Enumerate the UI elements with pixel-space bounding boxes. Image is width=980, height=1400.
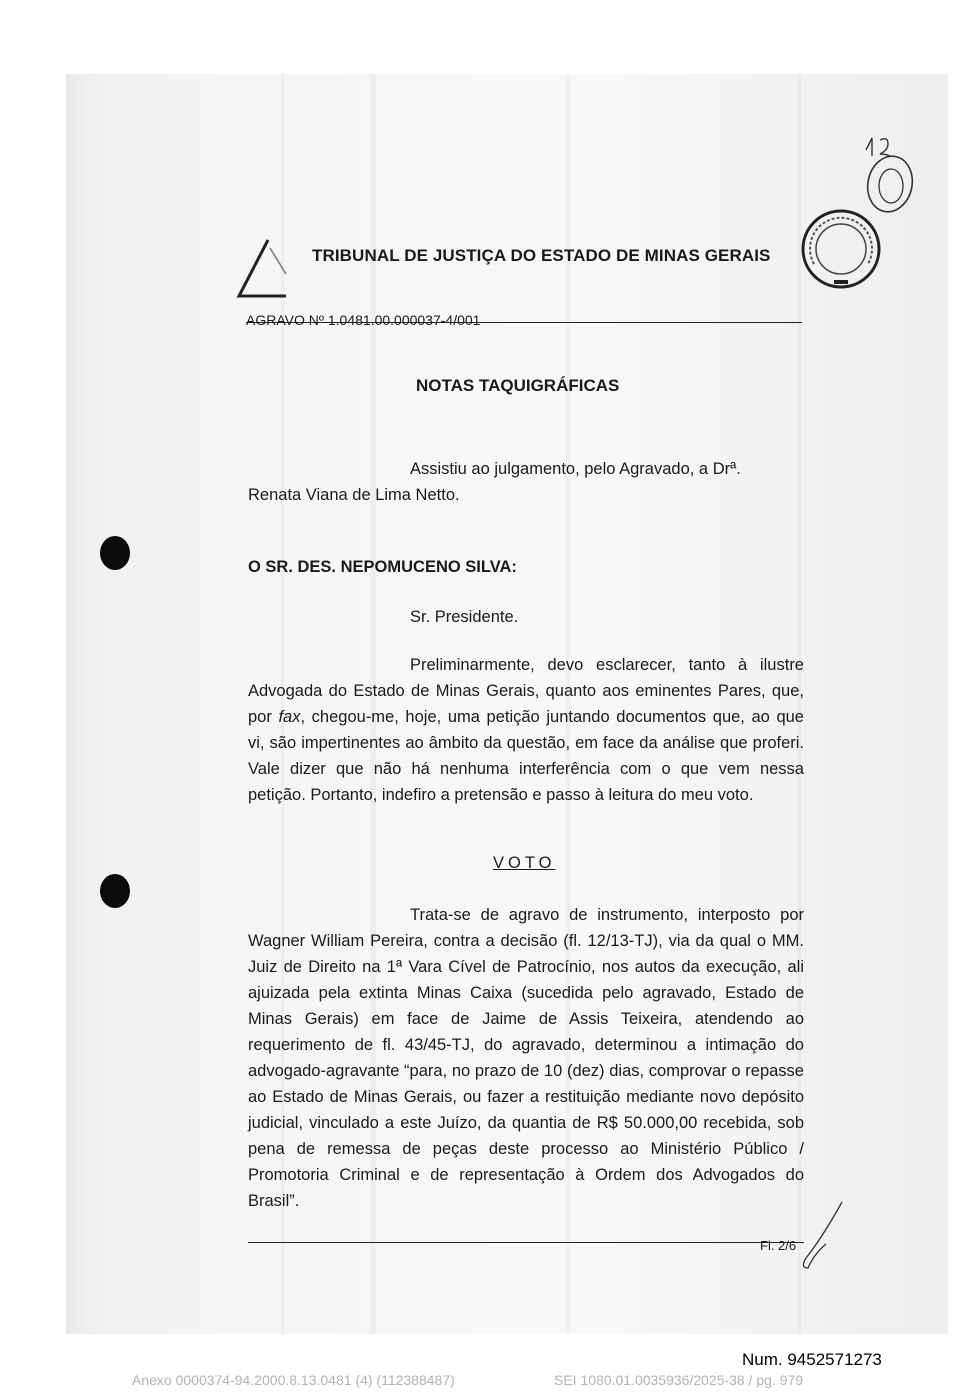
- court-logo-icon: [236, 234, 296, 300]
- vote-heading: VOTO: [493, 854, 556, 872]
- folio-number: Fl. 2/6: [760, 1238, 797, 1253]
- header-rule: [246, 322, 802, 323]
- scanned-page: [66, 74, 948, 1334]
- attendance-line-2: Renata Viana de Lima Netto.: [248, 486, 460, 504]
- attendance-note: [248, 456, 804, 508]
- document-number: Num. 9452571273: [742, 1350, 882, 1369]
- salutation: Sr. Presidente.: [410, 608, 519, 626]
- case-reference: AGRAVO Nº 1.0481.00.000037-4/001: [246, 312, 481, 328]
- sei-reference: SEI 1080.01.0035936/2025-38 / pg. 979: [554, 1372, 804, 1388]
- preliminary-text-2: , chegou-me, hoje, uma petição juntando documentos que, ao que vi, são impertinentes ao âmbito da questão, em face da análise que proferi. Vale dizer que não há nenhuma interferência com o que vem nessa petição. Portanto, indefiro a pretensão e passo à leitura do meu voto.: [248, 708, 804, 804]
- vote-paragraph: Trata-se de agravo de instrumento, interposto por Wagner William Pereira, contra a decisão (fl. 12/13-TJ), via da qual o MM. Juiz de Direito na 1ª Vara Cível de Patrocínio, nos autos da execução, ali ajuizada pela extinta Minas Caixa (sucedida pelo agravado, Estado de Minas Gerais) em face de Jaime de Assis Teixeira, atendendo ao requerimento de fl. 43/45-TJ, do agravado, determinou a intimação do advogado-agravante “para, no prazo de 10 (dez) dias, comprovar o repasse ao Estado de Minas Gerais, ou fazer a restituição mediante novo depósito judicial, vinculado a este Juízo, da quantia de R$ 50.000,00 recebida, sob pena de remessa de peças deste processo ao Ministério Público / Promotoria Criminal e de representação à Ordem dos Advogados do Brasil”.: [248, 906, 804, 1210]
- document-title: NOTAS TAQUIGRÁFICAS: [416, 376, 620, 395]
- court-seal-stamp: [800, 208, 882, 290]
- attendance-line-1: Assistiu ao julgamento, pelo Agravado, a Drª.: [410, 460, 741, 478]
- court-name: TRIBUNAL DE JUSTIÇA DO ESTADO DE MINAS GERAIS: [312, 246, 771, 265]
- handwritten-page-number: [846, 128, 926, 218]
- annex-reference: Anexo 0000374-94.2000.8.13.0481 (4) (112388487): [132, 1372, 455, 1388]
- punch-hole: [100, 874, 130, 908]
- footer-rule: [248, 1242, 804, 1243]
- preliminary-paragraph: [248, 652, 804, 808]
- preliminary-italic: fax: [278, 708, 301, 726]
- handwritten-check-mark: [792, 1198, 848, 1278]
- punch-hole: [100, 536, 130, 570]
- speaker-heading: O SR. DES. NEPOMUCENO SILVA:: [248, 558, 517, 576]
- preliminary-text-1: Preliminarmente, devo esclarecer, tanto à ilustre Advogada do Estado de Minas Gerais, quanto aos eminentes Pares, que, por: [248, 656, 804, 726]
